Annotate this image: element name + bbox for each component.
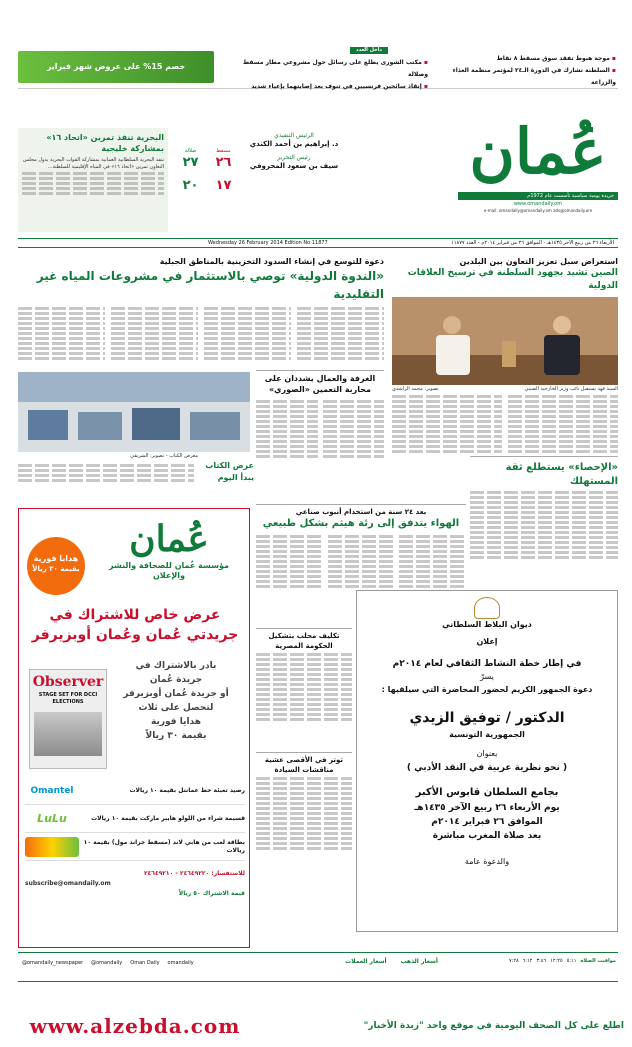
lead-story[interactable] bbox=[392, 256, 618, 452]
email-line: e-mail: omandaily@omandaily.om ads@omandaily.om bbox=[483, 208, 593, 213]
watermark-banner[interactable] bbox=[0, 1010, 632, 1042]
date-bar bbox=[18, 238, 618, 248]
voucher-row bbox=[25, 777, 245, 805]
aqsa-headline: توتر في الأقصى عشية مناقشات السيادة bbox=[264, 756, 344, 774]
ad-value: قيمة الاشتراك ٥٠ ريالاً bbox=[178, 890, 245, 897]
invite-org: ديوان البلاط السلطاني bbox=[442, 620, 532, 629]
top-bullet[interactable]: ▪ مكتب الشورى يطلع على رسائل حول مشروعي مطار مسقط وصلالة bbox=[242, 59, 428, 78]
chairman-name: د. إبراهيم بن أحمد الكندي bbox=[249, 140, 339, 148]
ad-email[interactable]: subscribe@omandaily.om bbox=[25, 880, 111, 887]
watermark-url[interactable]: www.alzebda.com bbox=[29, 1014, 241, 1038]
top-bullets-right bbox=[446, 53, 616, 89]
weather-cell: ٢٠ bbox=[182, 178, 199, 194]
invite-announcement: إعلان bbox=[476, 637, 498, 646]
ad-offer: عرض خاص للاشتراك في جريدتي عُمان وعُمان أوبزيرفر bbox=[31, 607, 239, 643]
date-arabic: الأربعاء ٢٦ من ربيع الآخر ١٤٣٥هـ - الموافق ٢٦ من فبراير ٢٠١٤م - العدد ١١٨٧٧ bbox=[451, 240, 614, 246]
bar-label: أسعار الذهب bbox=[400, 958, 438, 965]
promo-banner[interactable] bbox=[18, 51, 214, 83]
symposium-headline: «الندوة الدولية» توصي بالاستثمار في مشروعات المياه غير التقليدية bbox=[36, 269, 384, 301]
invite-venue: بجامع السلطان قابوس الأكبر bbox=[415, 787, 559, 798]
book-fair-headline[interactable]: عرض الكتاب يبدأ اليوم bbox=[205, 461, 254, 482]
top-bullet[interactable]: ▪ موجة هبوط تفقد سوق مسقط ٨ نقاط bbox=[496, 55, 616, 62]
invite-title: ( نحو نظرية عربية في النقد الأدبي ) bbox=[406, 763, 568, 773]
egypt-story[interactable] bbox=[256, 628, 352, 748]
ad-badge bbox=[27, 537, 85, 595]
voucher-row bbox=[25, 833, 245, 861]
editor-block bbox=[244, 132, 344, 172]
cta-line: أو جريدة عُمان أوبزيرفر bbox=[123, 689, 229, 699]
text-filler bbox=[22, 177, 164, 180]
top-bullet[interactable]: ▪ إنقاذ سائحين فرنسيين في تنوف بعد إصابتهما بإعياء شديد bbox=[251, 83, 428, 90]
prayer-time: ٦:١٢ bbox=[522, 958, 533, 964]
lead-captions bbox=[392, 385, 618, 393]
watermark-slogan: اطلع على كل الصحف اليومية في موقع واحد "زبدة الأخبار" bbox=[363, 1021, 624, 1031]
weather-widget bbox=[174, 148, 240, 202]
ad-papers-image bbox=[29, 669, 107, 769]
lead-photo-credit: تصوير: محمد الراشدي bbox=[392, 386, 439, 392]
ad-logo: عُمان bbox=[129, 518, 209, 560]
cta-line: لتحصل على ثلاث bbox=[138, 703, 214, 713]
book-fair-scene bbox=[18, 372, 250, 452]
bottom-info-bar bbox=[18, 952, 618, 982]
prayer-label: مواقيت الصلاة bbox=[580, 958, 616, 964]
prayer-time: ١٢:٢٥ bbox=[550, 958, 563, 964]
subscription-ad[interactable] bbox=[18, 508, 250, 948]
slogan-bar: جريدة يومية سياسية تأسست عام 1972م bbox=[458, 192, 618, 200]
social-link[interactable]: @omandaily bbox=[91, 960, 123, 966]
newspaper-logo[interactable]: عُمان bbox=[469, 115, 607, 188]
invite-title-label: بعنوان bbox=[476, 749, 498, 758]
voucher-row bbox=[25, 805, 245, 833]
chamber-story[interactable] bbox=[256, 370, 384, 502]
contact-line bbox=[458, 200, 618, 208]
lecture-invitation[interactable] bbox=[356, 590, 618, 932]
breathing-kicker: بعد ٢٤ سنة من استخدام أنبوب صناعي bbox=[295, 508, 427, 516]
top-bullet[interactable]: ▪ السلطنة تشارك في الدورة الـ٢٤ لمؤتمر منظمة الغذاء والزراعة bbox=[452, 67, 616, 86]
happyland-logo bbox=[25, 837, 79, 857]
text-filler bbox=[22, 172, 164, 175]
text-filler bbox=[22, 187, 164, 190]
aqsa-story[interactable] bbox=[256, 752, 352, 872]
breathing-headline: الهواء يتدفق إلى رئة هيثم بشكل طبيعي bbox=[262, 518, 460, 529]
text-filler bbox=[22, 182, 164, 185]
badge-line: هدايا فورية bbox=[33, 554, 79, 563]
photo-figures bbox=[392, 297, 618, 385]
lead-columns bbox=[392, 393, 618, 455]
lead-kicker: استعراض سبل تعزيز التعاون بين البلدين bbox=[459, 257, 618, 266]
website[interactable]: www.omandaily.om bbox=[513, 201, 563, 207]
social-link[interactable]: @omandaily_newspaper bbox=[22, 960, 84, 966]
symposium-columns bbox=[18, 305, 384, 362]
cta-line: هدايا فورية bbox=[151, 717, 201, 727]
editor-name: سيف بن سعود المحروقي bbox=[249, 162, 339, 170]
invite-line2: يسرّ bbox=[480, 672, 494, 681]
weather-cell: صلالة ٢٧ bbox=[182, 148, 199, 170]
top-story-headline: البحرية تنفذ تمرين «اتحاد ١٦» بمشاركة خليجية bbox=[46, 133, 164, 153]
cta-line: جريدة عُمان bbox=[149, 675, 203, 685]
omantel-logo: Omantel bbox=[30, 785, 74, 796]
prayer-time: ٧:٢٨ bbox=[509, 958, 519, 964]
invite-date2: الموافق ٢٦ فبراير ٢٠١٤م bbox=[431, 817, 543, 827]
ad-cta bbox=[109, 659, 243, 743]
promo-text: خصم 15% على عروض شهر فبراير bbox=[46, 62, 186, 71]
weather-cell: ١٧ bbox=[215, 178, 232, 194]
social-links bbox=[22, 959, 272, 967]
invite-time: بعد صلاة المغرب مباشرة bbox=[432, 831, 542, 841]
cta-line: بادر بالاشتراك في bbox=[135, 661, 217, 671]
book-fair-photo bbox=[18, 372, 250, 452]
invite-footer: والدعوة عامة bbox=[464, 857, 510, 866]
top-story-box[interactable] bbox=[18, 128, 168, 232]
prayer-times bbox=[448, 957, 616, 966]
lead-caption: السيد فهد يستقبل نائب وزير الخارجية الصيني bbox=[524, 386, 618, 392]
date-english: Wednesday 26 February 2014 Edition No 11877 bbox=[208, 240, 328, 246]
chairman-title: الرئيس التنفيذي bbox=[274, 132, 314, 139]
book-fair-caption: معرض الكتاب - تصوير: الشريقي bbox=[130, 453, 198, 459]
chamber-headline: الغرفة والعمال يشددان على محاربة التعمين «الصوري» bbox=[264, 374, 376, 394]
paper-headline: STAGE SET FOR DCCI ELECTIONS bbox=[38, 692, 98, 705]
social-link[interactable]: Oman Daily bbox=[130, 960, 160, 966]
ad-phones: للاستفسار: ٢٤٦٤٩٢٢٠ - ٢٤٦٤٩٢١٠ bbox=[143, 870, 245, 877]
market-labels bbox=[288, 957, 438, 966]
symposium-kicker: دعوة للتوسع في إنشاء السدود التخزينية بالمناطق الجبلية bbox=[159, 257, 384, 266]
royal-emblem-icon bbox=[474, 597, 500, 619]
voucher-list bbox=[25, 777, 245, 861]
symposium-story[interactable] bbox=[18, 256, 384, 366]
egypt-headline: تكليف محلب بتشكيل الحكومة المصرية bbox=[268, 632, 340, 650]
census-headline: «الإحصاء» يستطلع ثقة المستهلك bbox=[505, 462, 618, 487]
cta-line: بقيمة ٣٠ ريالاً bbox=[145, 731, 207, 741]
voucher-text: قسيمة شراء من اللولو هايبر ماركت بقيمة ١٠ ريالات bbox=[91, 814, 245, 822]
lulu-logo: LuLu bbox=[37, 812, 67, 825]
voucher-text: بطاقة لعب من هابي لاند (مسقط جراند مول) بقيمة ١٠ ريالات bbox=[83, 838, 245, 854]
bar-label: أسعار العملات bbox=[345, 958, 387, 965]
lead-photo bbox=[392, 297, 618, 385]
ad-org: مؤسسة عُمان للصحافة والنشر والإعلان bbox=[109, 561, 229, 580]
voucher-text: رصيد تعبئة خط عمانتل بقيمة ١٠ ريالات bbox=[129, 786, 245, 794]
invite-line1: في إطار خطة النشاط الثقافي لعام ٢٠١٤م bbox=[392, 659, 582, 669]
top-story-body: تنفذ البحرية السلطانية العمانية بمشاركة القوات البحرية بدول مجلس التعاون تمرين «اتحاد ١٦» في المياه الإقليمية للسلطنة... bbox=[22, 157, 164, 170]
lead-col bbox=[508, 393, 618, 455]
lead-col bbox=[392, 393, 502, 455]
paper-name: Observer bbox=[32, 674, 104, 690]
invite-date1: يوم الأربعاء ٢٦ ربيع الآخر ١٤٣٥هـ bbox=[414, 803, 560, 813]
invite-speaker: الدكتور / توفيق الزيدي bbox=[409, 710, 565, 726]
top-bullets-mid bbox=[228, 47, 428, 93]
census-story[interactable] bbox=[470, 456, 618, 586]
inside-label: داخل العدد bbox=[350, 47, 388, 54]
invite-line3: دعوة الجمهور الكريم لحضور المحاضرة التي سيلقيها : bbox=[381, 685, 593, 694]
weather-cell: مسقط ٢٦ bbox=[215, 148, 232, 170]
logo-block bbox=[458, 112, 618, 232]
badge-line: بقيمة ٣٠ ريالاً bbox=[32, 565, 80, 573]
top-strip bbox=[18, 47, 618, 89]
lead-headline: الصين تشيد بجهود السلطنة في ترسيخ العلاقات الدولية bbox=[407, 268, 618, 291]
prayer-time: ٣:٤٦ bbox=[536, 958, 547, 964]
book-fair-text bbox=[18, 462, 194, 484]
prayer-time: ٥:١١ bbox=[566, 958, 577, 964]
ad-footer bbox=[25, 869, 245, 941]
text-filler bbox=[22, 192, 164, 195]
social-link[interactable]: omandaily bbox=[167, 960, 194, 966]
editor-title: رئيس التحرير bbox=[277, 154, 311, 161]
masthead bbox=[18, 92, 618, 252]
invite-country: الجمهورية التونسية bbox=[449, 730, 525, 739]
